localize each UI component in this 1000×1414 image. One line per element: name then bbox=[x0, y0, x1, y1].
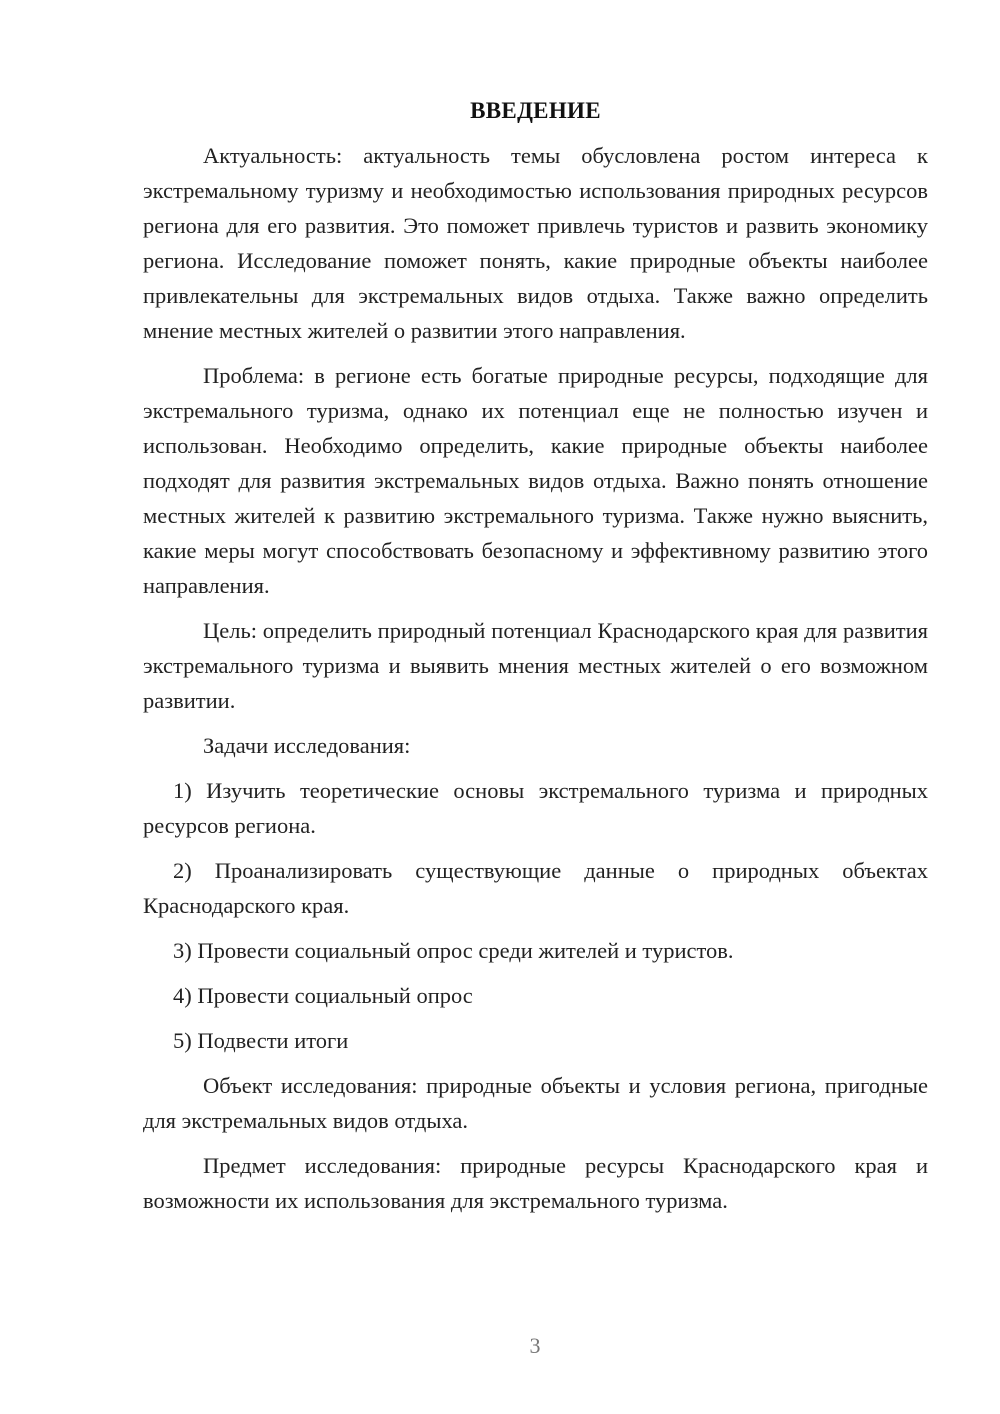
task-item-1: 1) Изучить теоретические основы экстремального туризма и природных ресурсов региона. bbox=[143, 778, 928, 838]
paragraph-goal: Цель: определить природный потенциал Краснодарского края для развития экстремального туризма и выявить мнения местных жителей о его возможном развитии. bbox=[143, 618, 928, 713]
paragraph-object: Объект исследования: природные объекты и условия региона, пригодные для экстремальных видов отдыха. bbox=[143, 1073, 928, 1133]
document-page bbox=[143, 96, 928, 1228]
page-number: 3 bbox=[529, 1333, 541, 1358]
task-item-4: 4) Провести социальный опрос bbox=[173, 983, 473, 1008]
paragraph-subject: Предмет исследования: природные ресурсы Краснодарского края и возможности их использования для экстремального туризма. bbox=[143, 1153, 928, 1213]
task-item-2: 2) Проанализировать существующие данные о природных объектах Краснодарского края. bbox=[143, 858, 928, 918]
section-title: ВВЕДЕНИЕ bbox=[470, 98, 601, 123]
tasks-heading: Задачи исследования: bbox=[203, 733, 411, 758]
paragraph-relevance: Актуальность: актуальность темы обусловлена ростом интереса к экстремальному туризму и необходимостью использования природных ресурсов региона для его развития. Это поможет привлечь туристов и развить экономику региона. Исследование поможет понять, какие природные объекты наиболее привлекательны для экстремальных видов отдыха. Также важно определить мнение местных жителей о развитии этого направления. bbox=[143, 143, 928, 343]
paragraph-problem: Проблема: в регионе есть богатые природные ресурсы, подходящие для экстремального туризма, однако их потенциал еще не полностью изучен и использован. Необходимо определить, какие природные объекты наиболее подходят для развития экстремальных видов отдыха. Важно понять отношение местных жителей к развитию экстремального туризма. Также нужно выяснить, какие меры могут способствовать безопасному и эффективному развитию этого направления. bbox=[143, 363, 928, 598]
task-item-5: 5) Подвести итоги bbox=[173, 1028, 349, 1053]
task-item-3: 3) Провести социальный опрос среди жителей и туристов. bbox=[173, 938, 734, 963]
